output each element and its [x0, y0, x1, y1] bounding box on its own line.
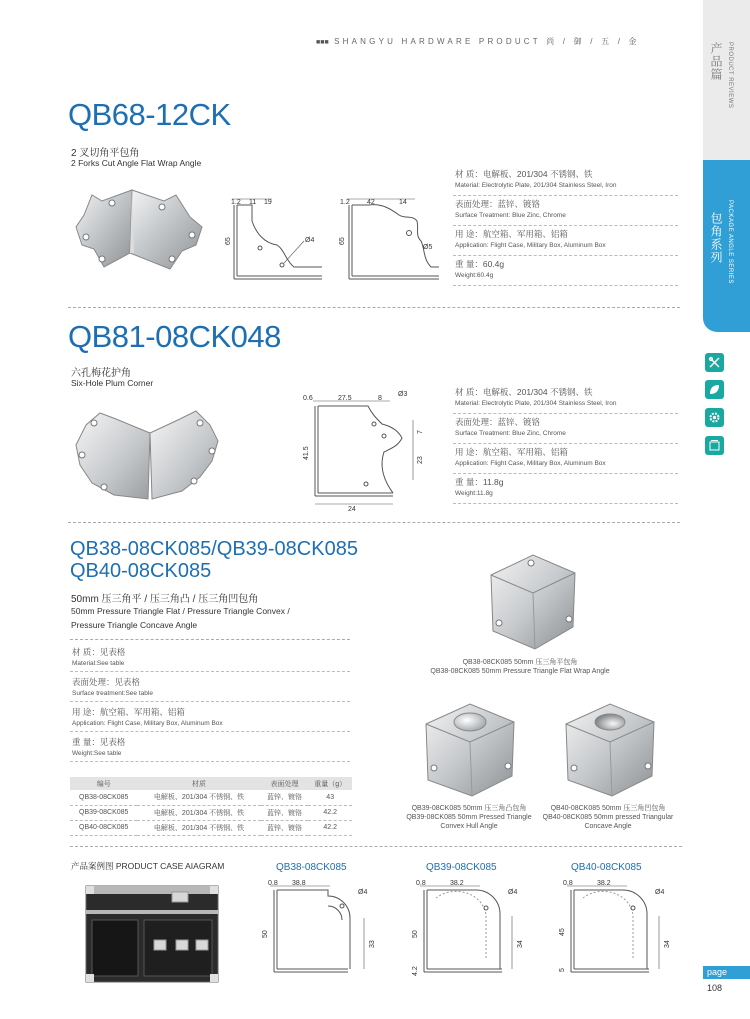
badge-icon[interactable] [705, 436, 724, 455]
sidebar-top-en: PRODUCT REVIEWS [727, 42, 733, 109]
spec-material: 材 质：见表格 Material:See table [70, 642, 350, 672]
product-2-photo [72, 403, 222, 503]
spec-material: 材 质：电解板、201/304 不锈钢、铁 Material: Electrolytic Plate, 201/304 Stainless Steel, Iron [453, 384, 678, 414]
spec-weight: 重 量：见表格 Weight:See table [70, 732, 350, 762]
dim-label: 19 [264, 199, 272, 206]
dim-label: 65 [339, 237, 346, 245]
table-cell: QB40-08CK085 [70, 820, 137, 835]
spec-material: 材 质：电解板、201/304 不锈钢、铁 Material: Electrolytic Plate, 201/304 Stainless Steel, Iron [453, 166, 678, 196]
section-divider [68, 307, 680, 308]
product-1-model: QB68-12CK [68, 97, 231, 132]
spec-surface: 表面处理：蓝锌、镀铬 Surface Treatment: Blue Zinc, Chrome [453, 414, 678, 444]
product-3-model-line2: QB40-08CK085 [70, 560, 212, 582]
dim-label: 0.8 [563, 880, 573, 887]
qb40-caption: QB40-08CK085 50mm 压三角凹包角 QB40-08CK085 50mm pressed Triangular Concave Angle [542, 805, 674, 830]
page-number: 108 [707, 983, 723, 993]
spec-application: 用 途：航空箱、军用箱、铝箱 Application: Flight Case, Military Box, Aluminum Box [70, 702, 350, 732]
qb38-drawing [258, 876, 386, 980]
dim-label: 4.2 [412, 966, 419, 976]
dim-label: 5 [559, 968, 566, 972]
spec-surface: 表面处理：见表格 Surface treatment:See table [70, 672, 350, 702]
table-cell: 蓝锌、镀铬 [261, 805, 309, 820]
product-1-name-en: 2 Forks Cut Angle Flat Wrap Angle [71, 158, 202, 168]
qb39-drawing [406, 876, 534, 980]
dim-label: 34 [664, 940, 671, 948]
dim-label: 65 [225, 237, 232, 245]
product-1-photo [72, 187, 207, 287]
table-header: 表面处理 [261, 777, 309, 790]
dim-label: Ø5 [423, 244, 433, 251]
dim-label: 38.2 [450, 880, 464, 887]
table-cell: 42.2 [308, 820, 352, 835]
dim-label: 8 [378, 395, 382, 402]
dim-label: 38.2 [597, 880, 611, 887]
product-3-name-en-2: Pressure Triangle Concave Angle [71, 620, 198, 630]
drawing-title-qb40: QB40-08CK085 [571, 862, 642, 873]
page-header [316, 36, 696, 50]
dim-label: Ø4 [655, 889, 665, 896]
dim-label: 45 [559, 928, 566, 936]
dim-label: 38.8 [292, 880, 306, 887]
case-photo [72, 880, 240, 984]
table-cell: 42.2 [308, 805, 352, 820]
spec-table [70, 777, 352, 836]
qb40-drawing [553, 876, 681, 980]
table-cell: 电解板、201/304 不锈钢、铁 [137, 790, 260, 805]
dim-label: 11 [249, 199, 257, 206]
product-3-name-en-1: 50mm Pressure Triangle Flat / Pressure Triangle Convex / [71, 606, 290, 616]
dim-label: Ø4 [305, 237, 315, 244]
spec-weight: 重 量：11.8g Weight:11.8g [453, 474, 678, 504]
dim-label: 0.8 [416, 880, 426, 887]
table-cell: 43 [308, 790, 352, 805]
qb39-photo [420, 700, 520, 800]
product-1-name-cn: 2 叉切角平包角 [71, 148, 140, 159]
qb38-caption: QB38-08CK085 50mm 压三角平包角 QB38-08CK085 50mm Pressure Triangle Flat Wrap Angle [430, 659, 610, 675]
table-row [70, 820, 352, 835]
page-tab: page [703, 966, 750, 979]
spec-application: 用 途：航空箱、军用箱、铝箱 Application: Flight Case, Military Box, Aluminum Box [453, 444, 678, 474]
dim-label: 34 [517, 940, 524, 948]
case-diagram-label: 产品案例图 PRODUCT CASE AIAGRAM [71, 861, 225, 871]
dim-label: Ø4 [358, 889, 368, 896]
product-1-drawing-a [222, 193, 332, 285]
leaf-icon[interactable] [705, 380, 724, 399]
product-2-name-en: Six-Hole Plum Corner [71, 378, 154, 388]
section-divider [70, 846, 682, 847]
drawing-title-qb38: QB38-08CK085 [276, 862, 347, 873]
dim-label: 23 [417, 456, 424, 464]
table-header: 重量（g） [308, 777, 352, 790]
sidebar-category-en: PACKAGE ANGLE SERIES [727, 200, 733, 284]
dim-label: 24 [348, 506, 356, 513]
product-2-model: QB81-08CK048 [68, 319, 281, 354]
product-2-drawing [298, 388, 433, 513]
dim-label: 33 [369, 940, 376, 948]
dim-label: 41.5 [303, 446, 310, 460]
section-divider [68, 522, 680, 523]
section-divider [70, 639, 350, 640]
dim-label: 7 [417, 430, 424, 434]
dim-label: 42 [367, 199, 375, 206]
table-cell: 电解板、201/304 不锈钢、铁 [137, 820, 260, 835]
product-1-specs [453, 166, 678, 286]
table-header: 编号 [70, 777, 137, 790]
dim-label: 50 [412, 930, 419, 938]
table-row [70, 790, 352, 805]
product-2-specs [453, 384, 678, 504]
tools-icon[interactable] [705, 353, 724, 372]
product-1-drawing-b [335, 193, 447, 285]
dim-label: Ø3 [398, 391, 408, 398]
dim-label: 50 [262, 930, 269, 938]
gear-icon[interactable] [705, 408, 724, 427]
table-cell: QB38-08CK085 [70, 790, 137, 805]
drawing-title-qb39: QB39-08CK085 [426, 862, 497, 873]
header-dots: ■■■ [316, 39, 329, 46]
sidebar-category-cn: 包角系列 [709, 212, 723, 264]
header-text: SHANGYU HARDWARE PRODUCT 尚 / 御 / 五 / 金 [334, 37, 640, 46]
dim-label: 1.2 [340, 199, 350, 206]
dim-label: 0.8 [268, 880, 278, 887]
dim-label: 14 [399, 199, 407, 206]
table-cell: 蓝锌、镀铬 [261, 820, 309, 835]
table-row [70, 805, 352, 820]
sidebar-top-cn: 产品篇 [709, 42, 723, 81]
qb38-photo [483, 549, 583, 653]
product-3-specs [70, 642, 350, 762]
dim-label: Ø4 [508, 889, 518, 896]
dim-label: 27.5 [338, 395, 352, 402]
qb39-caption: QB39-08CK085 50mm 压三角凸包角 QB39-08CK085 50mm Pressed Triangle Convex Hull Angle [406, 805, 532, 830]
spec-surface: 表面处理：蓝锌、镀铬 Surface Treatment: Blue Zinc, Chrome [453, 196, 678, 226]
product-2-name-cn: 六孔梅花护角 [71, 368, 131, 379]
table-header: 材质 [137, 777, 260, 790]
product-3-name-cn: 50mm 压三角平 / 压三角凸 / 压三角凹包角 [71, 594, 259, 605]
dim-label: 0.6 [303, 395, 313, 402]
spec-application: 用 途：航空箱、军用箱、铝箱 Application: Flight Case, Military Box, Aluminum Box [453, 226, 678, 256]
table-header-row [70, 777, 352, 790]
dim-label: 1.2 [231, 199, 241, 206]
qb40-photo [560, 700, 660, 800]
table-cell: 蓝锌、镀铬 [261, 790, 309, 805]
table-cell: QB39-08CK085 [70, 805, 137, 820]
table-cell: 电解板、201/304 不锈钢、铁 [137, 805, 260, 820]
spec-weight: 重 量：60.4g Weight:60.4g [453, 256, 678, 286]
product-3-model-line1: QB38-08CK085/QB39-08CK085 [70, 538, 358, 560]
